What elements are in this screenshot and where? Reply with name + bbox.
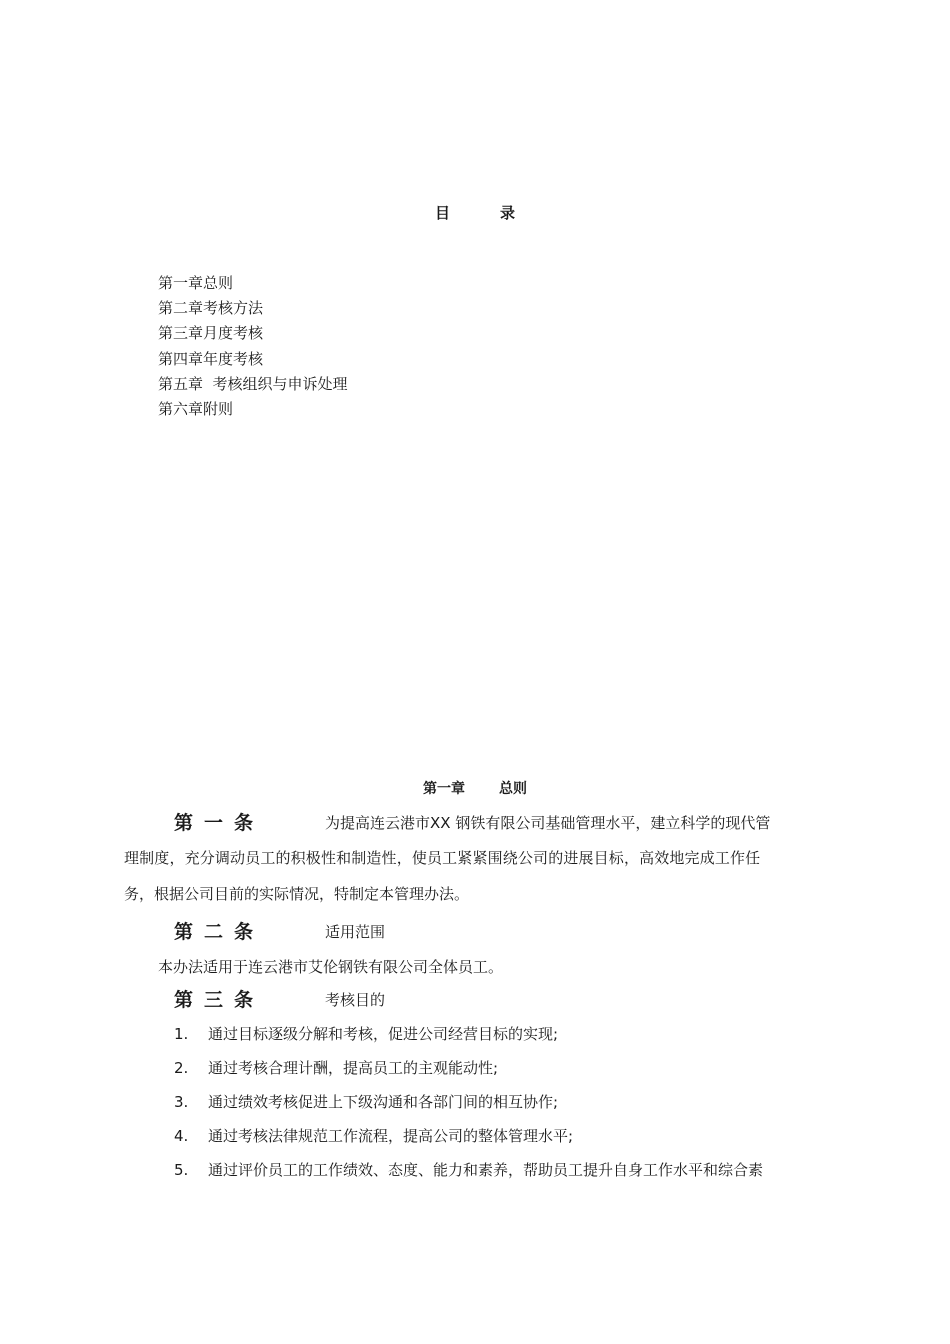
list-item [174,1125,573,1146]
list-item [174,1023,558,1044]
list-item-text: 通过考核合理计酬，提高员工的主观能动性; [208,1059,499,1077]
toc-list [158,271,348,422]
article-2-title: 适用范围 [325,923,386,941]
toc-title [0,202,950,223]
article-1-line-3: 务，根据公司目前的实际情况，特制定本管理办法。 [124,885,470,903]
article-3-label: 第三条 [174,989,265,1011]
list-item [174,1159,763,1180]
list-item [174,1091,558,1112]
article-1-line-1: 为提高连云港市XX 钢铁有限公司基础管理水平，建立科学的现代管 [325,814,771,832]
toc-item: 第六章附则 [158,400,234,419]
list-item-number: 1. [174,1025,189,1043]
article-2-label: 第二条 [174,921,265,943]
list-item-text: 通过评价员工的工作绩效、态度、能力和素养，帮助员工提升自身工作水平和综合素 [208,1161,764,1179]
article-1-label: 第一条 [174,812,265,834]
list-item-number: 4. [174,1127,189,1145]
toc-item: 第四章年度考核 [158,349,264,368]
chapter-number: 第一章 [423,781,465,797]
toc-item: 第二章考核方法 [158,299,264,318]
toc-title-left: 目 [434,204,450,222]
list-item [174,1057,498,1078]
chapter-heading [0,778,950,798]
list-item-text: 通过目标逐级分解和考核，促进公司经营目标的实现; [208,1025,559,1043]
list-item-number: 5. [174,1161,189,1179]
article-3-title: 考核目的 [325,991,386,1009]
list-item-text: 通过考核法律规范工作流程，提高公司的整体管理水平; [208,1127,574,1145]
article-1-line-2: 理制度，充分调动员工的积极性和制造性，使员工紧紧围绕公司的进展目标，高效地完成工作任 [124,849,761,867]
article-2-body: 本办法适用于连云港市艾伦钢铁有限公司全体员工。 [158,958,504,976]
toc-item: 第一章总则 [158,274,234,292]
chapter-title: 总则 [499,781,527,797]
toc-item: 第三章月度考核 [158,324,264,343]
list-item-number: 3. [174,1093,189,1111]
list-item-text: 通过绩效考核促进上下级沟通和各部门间的相互协作; [208,1093,559,1111]
list-item-number: 2. [174,1059,189,1077]
toc-item: 第五章 考核组织与申诉处理 [158,374,348,393]
toc-title-right: 录 [500,204,516,222]
